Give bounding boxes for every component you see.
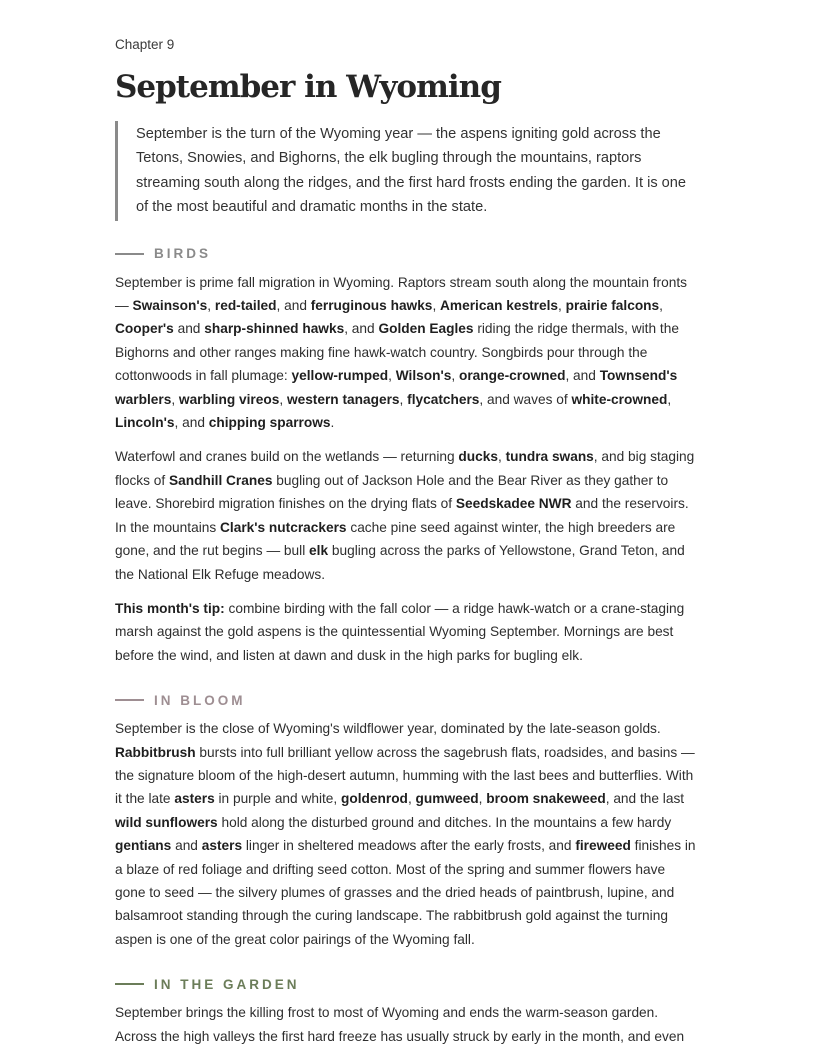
highlighted-term: yellow-rumped	[291, 368, 389, 384]
heading-rule	[115, 699, 144, 701]
highlighted-term: American kestrels	[440, 298, 558, 314]
highlighted-term: asters	[174, 791, 215, 807]
section-label: BIRDS	[154, 246, 212, 262]
paragraph: September is the close of Wyoming's wildflower year, dominated by the late-season golds. Rabbitbrush bursts into full brilliant yellow across the sagebrush flats, roadsides, and basins — the signature bloom of the high-desert autumn, humming with the last bees and butterflies. With it the late asters in purple and white, goldenrod, gumweed, broom snakeweed, and the last wild sunflowers hold along the disturbed ground and ditches. In the mountains a few hardy gentians and asters linger in sheltered meadows after the early frosts, and fireweed finishes in a blaze of red foliage and drifting seed cotton. Most of the spring and summer flowers have gone to seed — the silvery plumes of grasses and the dried heads of paintbrush, lupine, and balsamroot standing through the curing landscape. The rabbitbrush gold against the turning aspen is one of the great color pairings of the Wyoming fall.	[115, 721, 696, 947]
highlighted-term: Golden Eagles	[378, 321, 474, 337]
chapter-number: Chapter 9	[115, 37, 175, 52]
highlighted-term: This month's tip:	[115, 600, 225, 616]
section-label: IN THE GARDEN	[154, 976, 300, 992]
highlighted-term: western tanagers	[286, 391, 400, 407]
tip-paragraph: This month's tip: combine birding with the fall color — a ridge hawk-watch or a crane-staging marsh against the gold aspens is the quintessential Wyoming September. Mornings are best before the wind, and listen at dawn and dusk in the high parks for bugling elk.	[115, 600, 685, 663]
highlighted-term: gentians	[115, 838, 172, 854]
section-heading	[115, 245, 699, 263]
highlighted-term: Lincoln's	[115, 415, 175, 431]
paragraph: Waterfowl and cranes build on the wetlands — returning ducks, tundra swans, and big staging flocks of Sandhill Cranes bugling out of Jackson Hole and the Bear River as they gather to leave. Shorebird migration finishes on the drying flats of Seedskadee NWR and the reservoirs. In the mountains Clark's nutcrackers cache pine seed against winter, the high breeders are gone, and the rut begins — bull elk bugling across the parks of Yellowstone, Grand Teton, and the National Elk Refuge meadows.	[115, 449, 695, 582]
highlighted-term: ferruginous hawks	[310, 298, 433, 314]
highlighted-term: red-tailed	[214, 298, 277, 314]
highlighted-term: wild sunflowers	[115, 814, 218, 830]
highlighted-term: chipping sparrows	[208, 415, 331, 431]
highlighted-term: flycatchers	[407, 391, 480, 407]
highlighted-term: elk	[309, 543, 329, 559]
highlighted-term: Wilson's	[395, 368, 452, 384]
page-title: September in Wyoming	[115, 69, 501, 105]
paragraph: September is prime fall migration in Wyoming. Raptors stream south along the mountain fronts — Swainson's, red-tailed, and ferruginous hawks, American kestrels, prairie falcons, Cooper's and sharp-shinned hawks, and Golden Eagles riding the ridge thermals, with the Bighorns and other ranges making fine hawk-watch country. Songbirds pour through the cottonwoods in fall plumage: yellow-rumped, Wilson's, orange-crowned, and Townsend's warblers, warbling vireos, western tanagers, flycatchers, and waves of white-crowned, Lincoln's, and chipping sparrows.	[115, 274, 687, 431]
highlighted-term: Clark's nutcrackers	[220, 519, 347, 535]
intro-blockquote: September is the turn of the Wyoming year — the aspens igniting gold across the Tetons, Snowies, and Bighorns, the elk bugling through the mountains, raptors streaming south along the ridges, and the first hard frosts ending the garden. It is one of the most beautiful and dramatic months in the state.	[115, 121, 699, 221]
highlighted-term: gumweed	[415, 791, 479, 807]
heading-rule	[115, 253, 144, 255]
section-heading	[115, 975, 699, 993]
highlighted-term: broom snakeweed	[486, 791, 606, 807]
paragraph: September brings the killing frost to most of Wyoming and ends the warm-season garden. Across the high valleys the first hard freeze has usually struck by early in the month, and even	[115, 1005, 685, 1044]
highlighted-term: asters	[201, 838, 243, 854]
section-heading	[115, 691, 699, 709]
highlighted-term: white-crowned	[571, 391, 668, 407]
highlighted-term: tundra swans	[505, 449, 594, 465]
highlighted-term: prairie falcons	[565, 298, 660, 314]
section-label: IN BLOOM	[154, 692, 246, 708]
section-in-the-garden	[115, 975, 699, 1048]
highlighted-term: warbling vireos	[178, 391, 280, 407]
highlighted-term: Swainson's	[132, 298, 208, 314]
highlighted-term: fireweed	[575, 838, 631, 854]
highlighted-term: orange-crowned	[458, 368, 566, 384]
highlighted-term: Seedskadee NWR	[455, 496, 572, 512]
highlighted-term: sharp-shinned hawks	[204, 321, 345, 337]
highlighted-term: goldenrod	[341, 791, 408, 807]
heading-rule	[115, 983, 144, 985]
highlighted-term: Townsend's warblers	[115, 368, 678, 407]
section-in-bloom	[115, 691, 699, 951]
highlighted-term: ducks	[458, 449, 498, 465]
chapter-content	[115, 36, 699, 1059]
highlighted-term: Sandhill Cranes	[169, 472, 273, 488]
highlighted-term: Cooper's	[115, 321, 174, 337]
highlighted-term: Rabbitbrush	[115, 744, 196, 760]
section-birds	[115, 245, 699, 668]
